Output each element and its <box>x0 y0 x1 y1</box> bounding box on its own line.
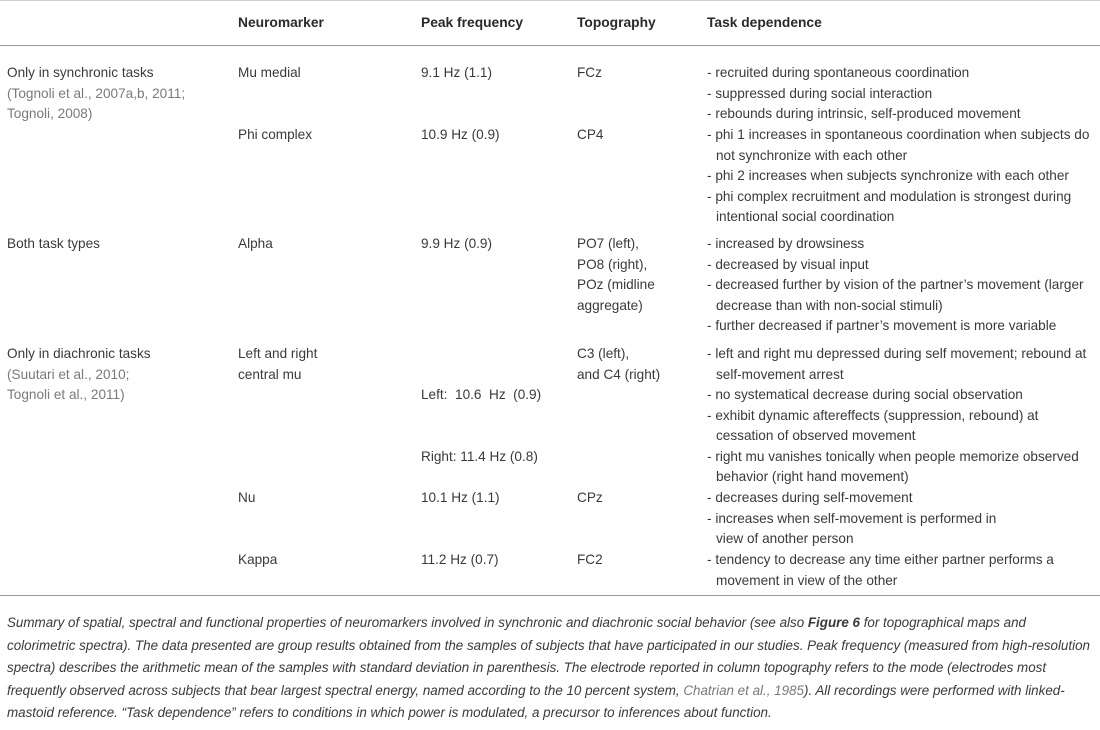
figure-reference: Figure 6 <box>807 615 860 630</box>
task-dependence-item: - decreased further by vision of the partner’s movement (larger decrease than with non-social stimuli) <box>707 277 1084 313</box>
table-top-rule <box>0 0 1100 1</box>
cell-topography: CP4 <box>577 127 604 142</box>
cell-topography: PO7 (left), PO8 (right), POz (midline aggregate) <box>577 236 655 313</box>
task-dependence-list <box>707 234 1097 337</box>
task-dependence-item: - exhibit dynamic aftereffects (suppression, rebound) at cessation of observed movement <box>707 407 1039 443</box>
task-dependence-item: - right mu vanishes tonically when people memorize observed behavior (right hand movement) <box>707 448 1079 484</box>
citation-link[interactable]: Chatrian et al., 1985 <box>683 682 804 698</box>
header-task-dependence: Task dependence <box>707 15 822 30</box>
header-rule <box>0 45 1100 46</box>
task-dependence-item: - increases when self-movement is performed in view of another person <box>707 510 997 546</box>
table-caption: Summary of spatial, spectral and functional properties of neuromarkers involved in synchronic and diachronic social behavior (see also Figure 6 for topographical maps and colorimetric spectra). The data presented are group results obtained from the samples of subjects that have participated in our studies. Peak frequency (measured from high-resolution spectra) describes the arithmetic mean of the samples with standard deviation in parenthesis. The electrode reported in column topography refers to the mode (electrodes most frequently observed across subjects that bear largest spectral energy, named according to the 10 percent system, Chatrian et al., 1985). All recordings were performed with linked-mastoid reference. “Task dependence” refers to conditions in which power is modulated, a precursor to inferences about function. <box>7 615 1090 720</box>
header-neuromarker: Neuromarker <box>238 15 324 30</box>
cell-neuromarker: Left and right central mu <box>238 346 318 382</box>
header-peak-frequency: Peak frequency <box>421 15 523 30</box>
task-dependence-item: - recruited during spontaneous coordination <box>707 65 970 80</box>
cell-peak-frequency: 9.1 Hz (1.1) <box>421 65 493 80</box>
task-dependence-list <box>707 63 1097 125</box>
task-dependence-list <box>707 344 1097 488</box>
cell-peak-frequency: 10.1 Hz (1.1) <box>421 490 500 505</box>
group-label-both: Both task types <box>7 236 100 251</box>
task-dependence-list <box>707 488 1097 550</box>
cell-peak-frequency: 10.9 Hz (0.9) <box>421 127 500 142</box>
cell-neuromarker: Mu medial <box>238 65 301 80</box>
task-dependence-item: - increased by drowsiness <box>707 236 865 251</box>
cell-topography: CPz <box>577 490 603 505</box>
task-dependence-list <box>707 550 1097 591</box>
task-dependence-item: - further decreased if partner’s movement is more variable <box>707 318 1057 333</box>
task-dependence-item: - decreases during self-movement <box>707 490 913 505</box>
cell-topography: C3 (left), and C4 (right) <box>577 346 661 382</box>
task-dependence-item: - rebounds during intrinsic, self-produced movement <box>707 106 1021 121</box>
task-dependence-item: - phi 2 increases when subjects synchronize with each other <box>707 168 1069 183</box>
task-dependence-item: - tendency to decrease any time either partner performs a movement in view of the other <box>707 552 1054 588</box>
cell-neuromarker: Phi complex <box>238 127 313 142</box>
cell-peak-frequency: 11.2 Hz (0.7) <box>421 552 499 567</box>
cell-neuromarker: Nu <box>238 490 256 505</box>
group-citation: (Suutari et al., 2010; <box>7 366 130 382</box>
header-topography: Topography <box>577 15 656 30</box>
cell-peak-frequency: 9.9 Hz (0.9) <box>421 236 493 251</box>
table-bottom-rule <box>0 595 1100 596</box>
cell-topography: FCz <box>577 65 602 80</box>
group-citation: (Tognoli et al., 2007a,b, 2011; <box>7 85 186 101</box>
task-dependence-item: - phi 1 increases in spontaneous coordination when subjects do not synchronize with each other <box>707 127 1090 163</box>
group-label-synchronic: Only in synchronic tasks (Tognoli et al., 2007a,b, 2011; Tognoli, 2008) <box>7 63 185 125</box>
group-label-diachronic: Only in diachronic tasks (Suutari et al., 2010; Tognoli et al., 2011) <box>7 344 151 406</box>
task-dependence-item: - decreased by visual input <box>707 256 869 272</box>
group-citation: Tognoli et al., 2011) <box>7 387 125 402</box>
cell-topography: FC2 <box>577 552 603 567</box>
cell-peak-frequency: Left: 10.6 Hz (0.9) Right: 11.4 Hz (0.8) <box>421 387 542 464</box>
task-dependence-item: - phi complex recruitment and modulation is strongest during intentional social coordination <box>707 188 1072 224</box>
task-dependence-item: - no systematical decrease during social observation <box>707 387 1023 402</box>
task-dependence-list <box>707 125 1097 228</box>
group-citation: Tognoli, 2008) <box>7 106 93 121</box>
cell-neuromarker: Kappa <box>238 552 278 567</box>
cell-neuromarker: Alpha <box>238 236 273 251</box>
task-dependence-item: - suppressed during social interaction <box>707 85 933 101</box>
task-dependence-item: - left and right mu depressed during self movement; rebound at self-movement arrest <box>707 346 1087 382</box>
